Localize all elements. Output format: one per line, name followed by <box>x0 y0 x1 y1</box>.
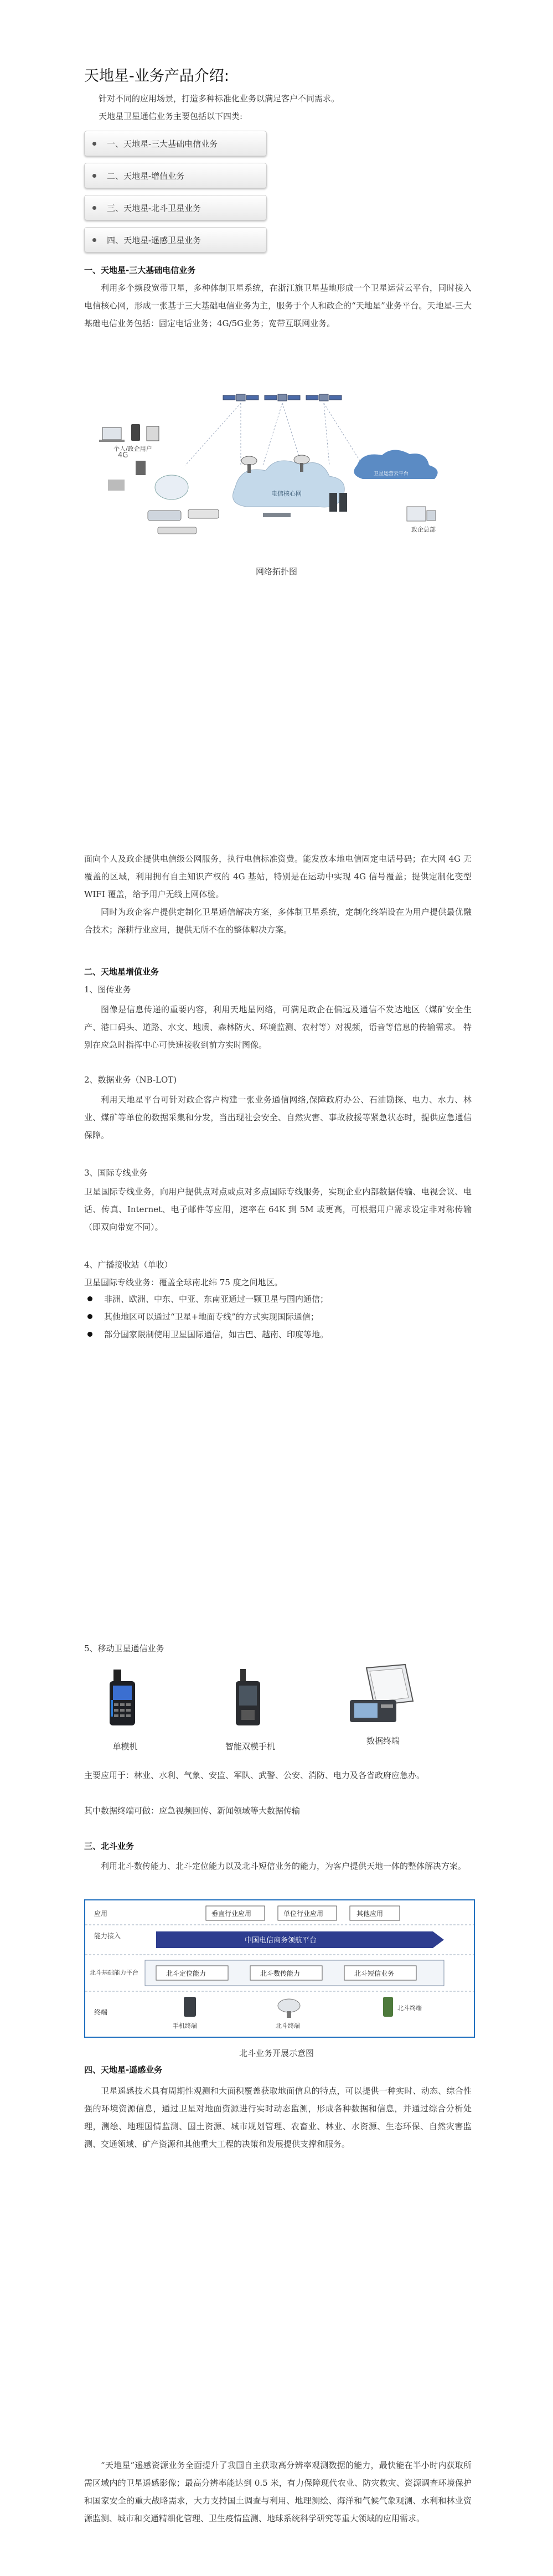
toc-item-basic-telecom[interactable]: 一、天地星-三大基础电信业务 <box>84 131 267 156</box>
section4-body-2: “天地星”遥感资源业务全面提升了我国自主获取高分辨率观测数据的能力，最快能在半小时内获取所需区域内的卫星遥感影像；最高分辨率能达到 0.5 米，有力保障现代农业、防灾救灾、资源调查环境保护和国家安全的重大战略需求，大力支持国土调查与利用、地理测绘、海洋和气候气象观测、水利和林业资源监测、城市和交通精细化管理、卫生疫情监测、地球系统科学研究等重大领域的应用需求。 <box>84 2460 472 2523</box>
section3-body: 利用北斗数传能力、北斗定位能力以及北斗短信业务的能力，为客户提供天地一体的整体解决方案。 <box>101 1861 467 1871</box>
user-devices-icon <box>99 424 159 491</box>
single-mode-phone-icon <box>100 1667 149 1728</box>
toc-item-value-added[interactable]: 二、天地星-增值业务 <box>84 163 267 188</box>
item-title-intl-line: 3、国际专线业务 <box>84 1168 148 1178</box>
svg-text:北斗短信业务: 北斗短信业务 <box>354 1970 395 1977</box>
section4-body: 卫星遥感技术具有周期性观测和大面积覆盖获取地面信息的特点，可以提供一种实时、动态、综合性强的环境资源信息，通过卫星对地面资源进行实时动态监测，形成各种数据和信息，并通过综合分析处理，测绘、地理国情监测、国土资源、城市规划管理、农畜业、林业、水资源、生态环保、自然灾害监测、交通领域、矿产资源和其他重大工程的决策和发展提供支撑和服务。 <box>84 2086 472 2149</box>
hq-building-icon <box>407 507 436 521</box>
item-title-data-service: 2、数据业务（NB-LOT) <box>84 1075 177 1085</box>
row-label-access: 能力接入 <box>94 1932 121 1940</box>
platform-bar-label: 中国电信商务领航平台 <box>245 1936 317 1945</box>
capability-boxes <box>156 1966 416 1980</box>
network-topology-diagram <box>97 382 457 548</box>
item-body-data-service: 利用天地星平台可针对政企客户构建一张业务通信网络,保障政府办公、石油勘探、电力、水力、林业、煤矿等单位的数据采集和分发，当出现社会安全、自然灾害、事故救援等紧急状态时，提供应急通信保障。 <box>84 1095 472 1140</box>
signal-lines <box>185 403 363 465</box>
bullet-dot-icon <box>92 142 96 146</box>
broadcast-bullet-list <box>84 1290 472 1343</box>
device-label-data-terminal: 数据终端 <box>366 1736 400 1746</box>
platform-label: 卫星运营云平台 <box>374 471 409 477</box>
item-body-intl-line: 卫星国际专线业务，向用户提供点对点或点对多点国际专线服务，实现企业内部数据传输、电视会议、电话、传真、Internet、电子邮件等应用，速率在 64K 到 5M 或更高，可根据用户需求设定非对称传输（即双向带宽不同）。 <box>84 1187 472 1232</box>
terminal-label-beidou-1: 北斗终端 <box>276 2022 300 2029</box>
bullet-icon <box>87 1332 92 1337</box>
dual-mode-phone-icon <box>227 1667 271 1728</box>
item-body-mobile-satellite: 主要应用于：林业、水利、气象、安监、军队、武警、公安、消防、电力及各省政府应急办。 <box>84 1770 425 1780</box>
item-title-mobile-satellite: 5、移动卫星通信业务 <box>84 1644 164 1653</box>
hq-label: 政企总部 <box>411 526 436 533</box>
item-body-mobile-satellite-2: 其中数据终端可做：应急视频回传、新闻领域等大数据传输 <box>84 1806 301 1816</box>
bullet-icon <box>87 1296 92 1301</box>
terminal-label-beidou-2: 北斗终端 <box>397 2005 422 2012</box>
section-heading-remote-sensing: 四、天地星-遥感业务 <box>84 2065 163 2075</box>
svg-text:垂直行业应用: 垂直行业应用 <box>211 1910 252 1918</box>
data-terminal-icon <box>344 1662 422 1729</box>
list-item: 部分国家限制使用卫星国际通信，如古巴、越南、印度等地。 <box>84 1326 472 1343</box>
bullet-dot-icon <box>92 206 96 210</box>
svg-text:单位行业应用: 单位行业应用 <box>283 1910 324 1918</box>
item-title-broadcast: 4、广播接收站（单收） <box>84 1260 173 1270</box>
toc-item-remote-sensing[interactable]: 四、天地星-遥感卫星业务 <box>84 227 267 253</box>
section1-body: 利用多个频段宽带卫星，多种体制卫星系统，在浙江旗卫星基地形成一个卫星运营云平台，同时接入电信核心网，形成一张基于三大基础电信业务为主，服务于个人和政企的“天地星”业务平台。天地星-三大基础电信业务包括：固定电话业务；4G/5G业务；宽带互联网业务。 <box>84 283 472 328</box>
topology-caption: 网络拓扑图 <box>255 566 297 576</box>
bullet-icon <box>87 1314 92 1319</box>
bullet-dot-icon <box>92 238 96 242</box>
terminal-label-phone: 手机终端 <box>173 2022 197 2029</box>
beidou-caption: 北斗业务开展示意图 <box>239 2048 314 2058</box>
network-4g-label: 4G <box>118 451 128 460</box>
intro-line-2: 天地星卫星通信业务主要包括以下四类: <box>99 111 243 121</box>
section-heading-beidou: 三、北斗业务 <box>84 1841 135 1851</box>
svg-text:北斗定位能力: 北斗定位能力 <box>166 1970 206 1977</box>
svg-text:其他应用: 其他应用 <box>356 1910 384 1918</box>
device-label-dual-mode: 智能双模手机 <box>225 1742 275 1751</box>
satellite-icon <box>223 394 342 401</box>
svg-text:北斗数传能力: 北斗数传能力 <box>260 1970 301 1977</box>
beidou-service-diagram <box>84 1899 475 2038</box>
cloud-label: 电信核心网 <box>271 490 302 497</box>
item-title-image-transfer: 1、图传业务 <box>84 985 131 995</box>
toc-item-beidou[interactable]: 三、天地星-北斗卫星业务 <box>84 195 267 220</box>
section-heading-value-added: 二、天地星增值业务 <box>84 967 159 977</box>
section1-body-2: 面向个人及政企提供电信级公网服务，执行电信标准资费。能发放本地电信固定电话号码；在大网 4G 无覆盖的区域，利用拥有自主知识产权的 4G 基站，特别是在运动中实现 4G 信号覆盖；提供定制化变型 WIFI 覆盖，给予用户无线上网体验。 <box>84 854 472 899</box>
row-label-terminal: 终端 <box>94 2008 108 2016</box>
item-body-broadcast: 卫星国际专线业务：覆盖全球南北纬 75 度之间地区。 <box>84 1277 283 1287</box>
device-label-single-mode: 单模机 <box>112 1742 138 1751</box>
section1-body-3: 同时为政企客户提供定制化卫星通信解决方案，多体制卫星系统，定制化终端设在为用户提供最优融合技术；深耕行业应用，提供无所不在的整体解决方案。 <box>84 907 472 935</box>
user-label: 个人/政企用户 <box>113 445 152 452</box>
vehicle-icon <box>148 475 219 534</box>
section-heading-basic-telecom: 一、天地星-三大基础电信业务 <box>84 265 196 275</box>
list-item: 非洲、欧洲、中东、中亚、东南亚通过一颗卫星与国内通信； <box>84 1290 472 1308</box>
list-item: 其他地区可以通过“卫星+地面专线”的方式实现国际通信； <box>84 1308 472 1326</box>
intro-line-1: 针对不同的应用场景，打造多种标准化业务以满足客户不同需求。 <box>99 94 340 104</box>
page-title: 天地星-业务产品介绍: <box>84 68 229 85</box>
row-label-application: 应用 <box>94 1910 108 1918</box>
row-label-platform: 北斗基础能力平台 <box>90 1969 138 1976</box>
app-boxes <box>206 1906 400 1920</box>
bullet-dot-icon <box>92 174 96 178</box>
item-body-image-transfer: 图像是信息传递的重要内容，利用天地星网络，可满足政企在偏远及通信不发达地区（煤矿安全生产、港口码头、道路、水文、地质、森林防火、环境监测、农村等）对视频，语音等信息的传输需求。 特别在应急时指挥中心可快速接收到前方实时图像。 <box>84 1004 472 1050</box>
